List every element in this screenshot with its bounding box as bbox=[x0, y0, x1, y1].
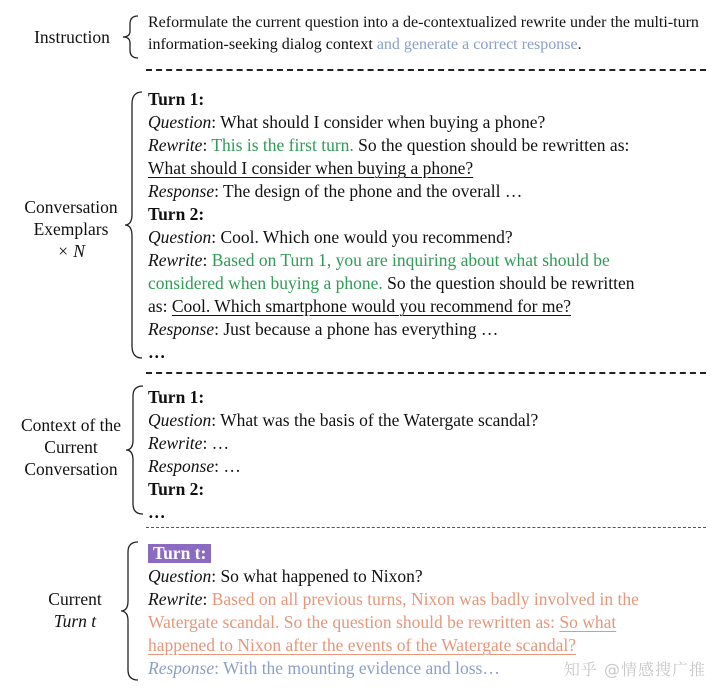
current-label-line1: Current bbox=[48, 589, 102, 609]
current-rewrite-a: Rewrite: Based on all previous turns, Nixon was badly involved in the bbox=[148, 589, 639, 609]
instruction-label: Instruction bbox=[34, 27, 110, 47]
exemplars-brace bbox=[122, 90, 146, 360]
divider-3 bbox=[146, 527, 706, 528]
instruction-blue: and generate a correct response bbox=[376, 36, 578, 53]
divider-2 bbox=[146, 372, 706, 374]
current-turn-head bbox=[148, 542, 710, 565]
current-response: Response: With the mounting evidence and loss… bbox=[148, 658, 500, 678]
exemplar-turn1-rewrite-result: What should I consider when buying a phone? bbox=[148, 158, 474, 178]
exemplar-turn1-question: Question: What should I consider when buying a phone? bbox=[148, 112, 546, 132]
instruction-text bbox=[148, 12, 713, 56]
current-brace bbox=[118, 540, 142, 682]
context-turn1-head: Turn 1: bbox=[148, 387, 205, 407]
current-rewrite-c: happened to Nixon after the events of the Watergate scandal? bbox=[148, 635, 576, 655]
exemplars-content bbox=[148, 88, 710, 364]
exemplar-turn1-response: Response: The design of the phone and the overall … bbox=[148, 181, 523, 201]
context-question: Question: What was the basis of the Watergate scandal? bbox=[148, 410, 539, 430]
exemplar-turn1-rewrite: Rewrite: This is the first turn. So the question should be rewritten as: bbox=[148, 135, 630, 155]
context-label bbox=[12, 414, 130, 480]
exemplars-label bbox=[14, 196, 128, 262]
context-label-line1: Context of the bbox=[20, 415, 122, 435]
exemplar-turn2-response: Response: Just because a phone has everything … bbox=[148, 319, 499, 339]
current-turn-badge: Turn t: bbox=[148, 544, 211, 563]
instruction-end: . bbox=[577, 36, 582, 53]
context-brace bbox=[124, 384, 146, 516]
context-response: Response: … bbox=[148, 456, 241, 476]
context-label-line3: Conversation bbox=[24, 459, 118, 479]
context-content bbox=[148, 386, 710, 524]
exemplar-turn2-question: Question: Cool. Which one would you recommend? bbox=[148, 227, 513, 247]
context-rewrite: Rewrite: … bbox=[148, 433, 230, 453]
context-turn2-head: Turn 2: bbox=[148, 479, 205, 499]
context-label-line2: Current bbox=[44, 437, 98, 457]
context-ellipsis: … bbox=[148, 502, 166, 522]
instruction-main: Reformulate the current question into a de-contextualized rewrite under the multi-turn information-seeking dialog context bbox=[148, 14, 699, 53]
instruction-brace bbox=[118, 14, 142, 60]
exemplar-turn2-head: Turn 2: bbox=[148, 204, 205, 224]
divider-1 bbox=[146, 69, 706, 71]
exemplar-turn2-rewrite-a: Rewrite: Based on Turn 1, you are inquiring about what should be bbox=[148, 250, 610, 270]
exemplar-turn1-head: Turn 1: bbox=[148, 89, 205, 109]
exemplars-label-line1: Conversation bbox=[24, 197, 118, 217]
current-label bbox=[30, 588, 120, 632]
current-label-line2: Turn t bbox=[53, 611, 97, 631]
current-question: Question: So what happened to Nixon? bbox=[148, 566, 423, 586]
exemplar-turn2-rewrite-b: considered when buying a phone. So the question should be rewritten bbox=[148, 273, 635, 293]
watermark: 知乎 @情感搜广推 bbox=[563, 660, 706, 679]
exemplar-ellipsis: … bbox=[148, 342, 166, 362]
exemplar-turn2-rewrite-result: as: Cool. Which smartphone would you recommend for me? bbox=[148, 296, 571, 316]
exemplars-label-line2: Exemplars bbox=[33, 219, 109, 239]
exemplars-label-line3: × N bbox=[57, 241, 85, 261]
current-rewrite-b: Watergate scandal. So the question should be rewritten as: So what bbox=[148, 612, 617, 632]
